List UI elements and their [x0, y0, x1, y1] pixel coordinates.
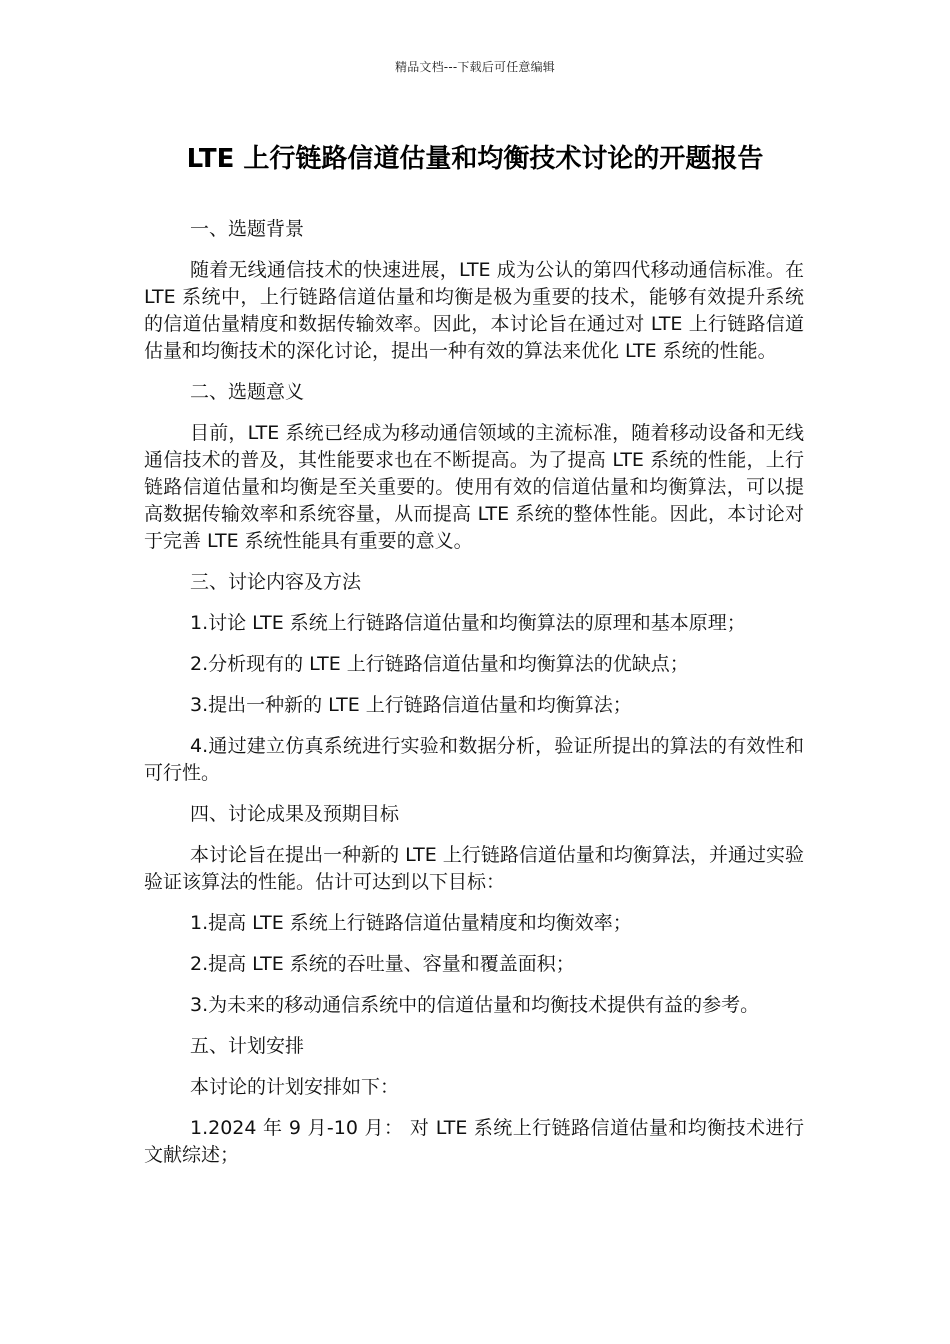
list-item-goal-1: 1.提高 LTE 系统上行链路信道估量精度和均衡效率；: [190, 912, 632, 934]
list-item-goal-2: 2.提高 LTE 系统的吞吐量、容量和覆盖面积；: [190, 953, 575, 975]
paragraph-schedule-intro: 本讨论的计划安排如下：: [190, 1076, 400, 1098]
paragraph-background: 随着无线通信技术的快速进展，LTE 成为公认的第四代移动通信标准。在 LTE 系统中，上行链路信道估量和均衡是极为重要的技术，能够有效提升系统的信道估量精度和数据传输效率。因此，本讨论旨在通过对 LTE 上行链路信道估量和均衡技术的深化讨论，提出一种有效的算法来优化 LTE 系统的性能。: [144, 259, 804, 362]
list-item-content-3: 3.提出一种新的 LTE 上行链路信道估量和均衡算法；: [190, 694, 632, 716]
list-item-content-4: 4.通过建立仿真系统进行实验和数据分析，验证所提出的算法的有效性和可行性。: [144, 735, 804, 784]
section-heading-results-goals: 四、讨论成果及预期目标: [190, 803, 400, 825]
document-title: LTE 上行链路信道估量和均衡技术讨论的开题报告: [186, 144, 764, 174]
section-heading-background: 一、选题背景: [190, 218, 305, 240]
section-heading-content-method: 三、讨论内容及方法: [190, 571, 362, 593]
paragraph-significance: 目前，LTE 系统已经成为移动通信领域的主流标准，随着移动设备和无线通信技术的普及，其性能要求也在不断提高。为了提高 LTE 系统的性能，上行链路信道估量和均衡是至关重要的。使用有效的信道估量和均衡算法，可以提高数据传输效率和系统容量，从而提高 LTE 系统的整体性能。因此，本讨论对于完善 LTE 系统性能具有重要的意义。: [144, 422, 804, 552]
list-item-goal-3: 3.为未来的移动通信系统中的信道估量和均衡技术提供有益的参考。: [190, 994, 760, 1016]
section-heading-significance: 二、选题意义: [190, 381, 305, 403]
document-body: [144, 216, 804, 1183]
paragraph-results: 本讨论旨在提出一种新的 LTE 上行链路信道估量和均衡算法，并通过实验验证该算法的性能。估计可达到以下目标：: [144, 844, 804, 893]
list-item-content-2: 2.分析现有的 LTE 上行链路信道估量和均衡算法的优缺点；: [190, 653, 689, 675]
list-item-schedule-1: 1.2024 年 9 月-10 月： 对 LTE 系统上行链路信道估量和均衡技术进行文献综述；: [144, 1117, 804, 1166]
header-note: 精品文档---下载后可任意编辑: [395, 60, 555, 74]
section-heading-schedule: 五、计划安排: [190, 1035, 305, 1057]
list-item-content-1: 1.讨论 LTE 系统上行链路信道估量和均衡算法的原理和基本原理；: [190, 612, 746, 634]
